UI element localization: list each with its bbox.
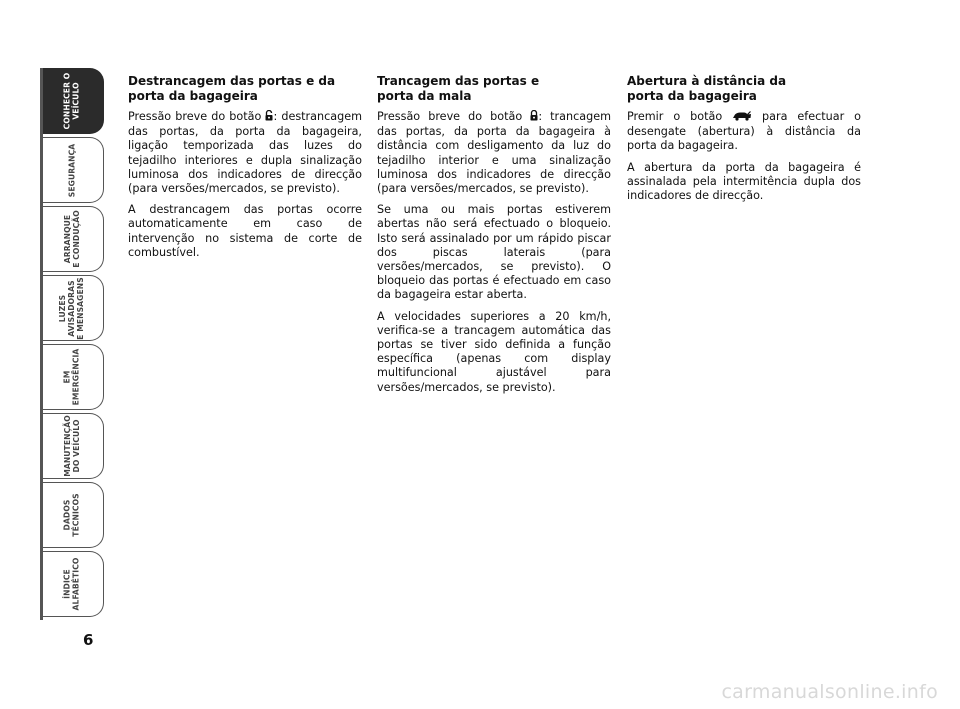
section-lock xyxy=(377,74,611,402)
tab-label: CONHECER O VEÍCULO xyxy=(62,72,81,130)
section-tabs xyxy=(40,68,104,620)
section-title: Trancagem das portas e porta da mala xyxy=(377,74,540,103)
paragraph: Pressão breve do botão : destrancagem das portas, da porta da bagageira, ligação temporizada das luzes do tejadilho interiores e dupla sinalização luminosa dos indicadores de direcção (para versões/mercados, se previsto). xyxy=(128,110,362,196)
tab-conhecer-o-veiculo[interactable] xyxy=(40,68,104,134)
tab-dados-tecnicos[interactable] xyxy=(40,482,104,548)
tab-seguranca[interactable] xyxy=(40,137,104,203)
section-title: Destrancagem das portas e da porta da bagageira xyxy=(128,74,336,103)
tab-label: EM EMERGÊNCIA xyxy=(62,348,81,406)
tab-indice-alfabetico[interactable] xyxy=(40,551,104,617)
section-unlock xyxy=(128,74,362,267)
paragraph: A velocidades superiores a 20 km/h, verifica-se a trancagem automática das portas se tiver sido definida a função específica (apenas com display multifuncional ajustável para versões/mercados, se previsto). xyxy=(377,309,611,394)
paragraph: A destrancagem das portas ocorre automaticamente em caso de intervenção no sistema de corte de combustível. xyxy=(128,203,362,259)
tab-label: ÍNDICE ALFABÉTICO xyxy=(62,557,81,611)
tab-label: DADOS TÉCNICOS xyxy=(62,493,81,537)
section-trunk xyxy=(627,74,861,210)
tab-arranque-e-conducao[interactable] xyxy=(40,206,104,272)
tab-manutencao-do-veiculo[interactable] xyxy=(40,413,104,479)
tab-em-emergencia[interactable] xyxy=(40,344,104,410)
tab-label: ARRANQUE E CONDUÇÃO xyxy=(62,210,81,268)
tab-spine xyxy=(40,68,43,620)
tab-label: SEGURANÇA xyxy=(67,143,76,197)
car-trunk-icon xyxy=(732,111,752,125)
section-title: Abertura à distância da porta da bagageira xyxy=(627,74,787,103)
paragraph: Premir o botão para efectuar o desengate (abertura) à distância da porta da bagageira. xyxy=(627,110,861,153)
paragraph: A abertura da porta da bagageira é assinalada pela intermitência dupla dos indicadores de direcção. xyxy=(627,160,861,203)
tab-label: LUZES AVISADORAS E MENSAGENS xyxy=(58,276,85,340)
watermark: carmanualsonline.info xyxy=(721,681,938,703)
page-number: 6 xyxy=(83,631,94,649)
paragraph: Pressão breve do botão : trancagem das portas, da porta da bagageira à distância com desligamento da luz do tejadilho interior e uma sinalização luminosa dos indicadores de direcção (para versões/mercados, se previsto). xyxy=(377,110,611,196)
paragraph: Se uma ou mais portas estiverem abertas não será efectuado o bloqueio. Isto será assinalado por um rápido piscar dos piscas laterais (para versões/mercados, se previsto). O bloqueio das portas é efectuado em caso da bagageira estar aberta. xyxy=(377,203,611,302)
tab-luzes-avisadoras[interactable] xyxy=(40,275,104,341)
tab-label: MANUTENÇÃO DO VEÍCULO xyxy=(62,415,81,477)
